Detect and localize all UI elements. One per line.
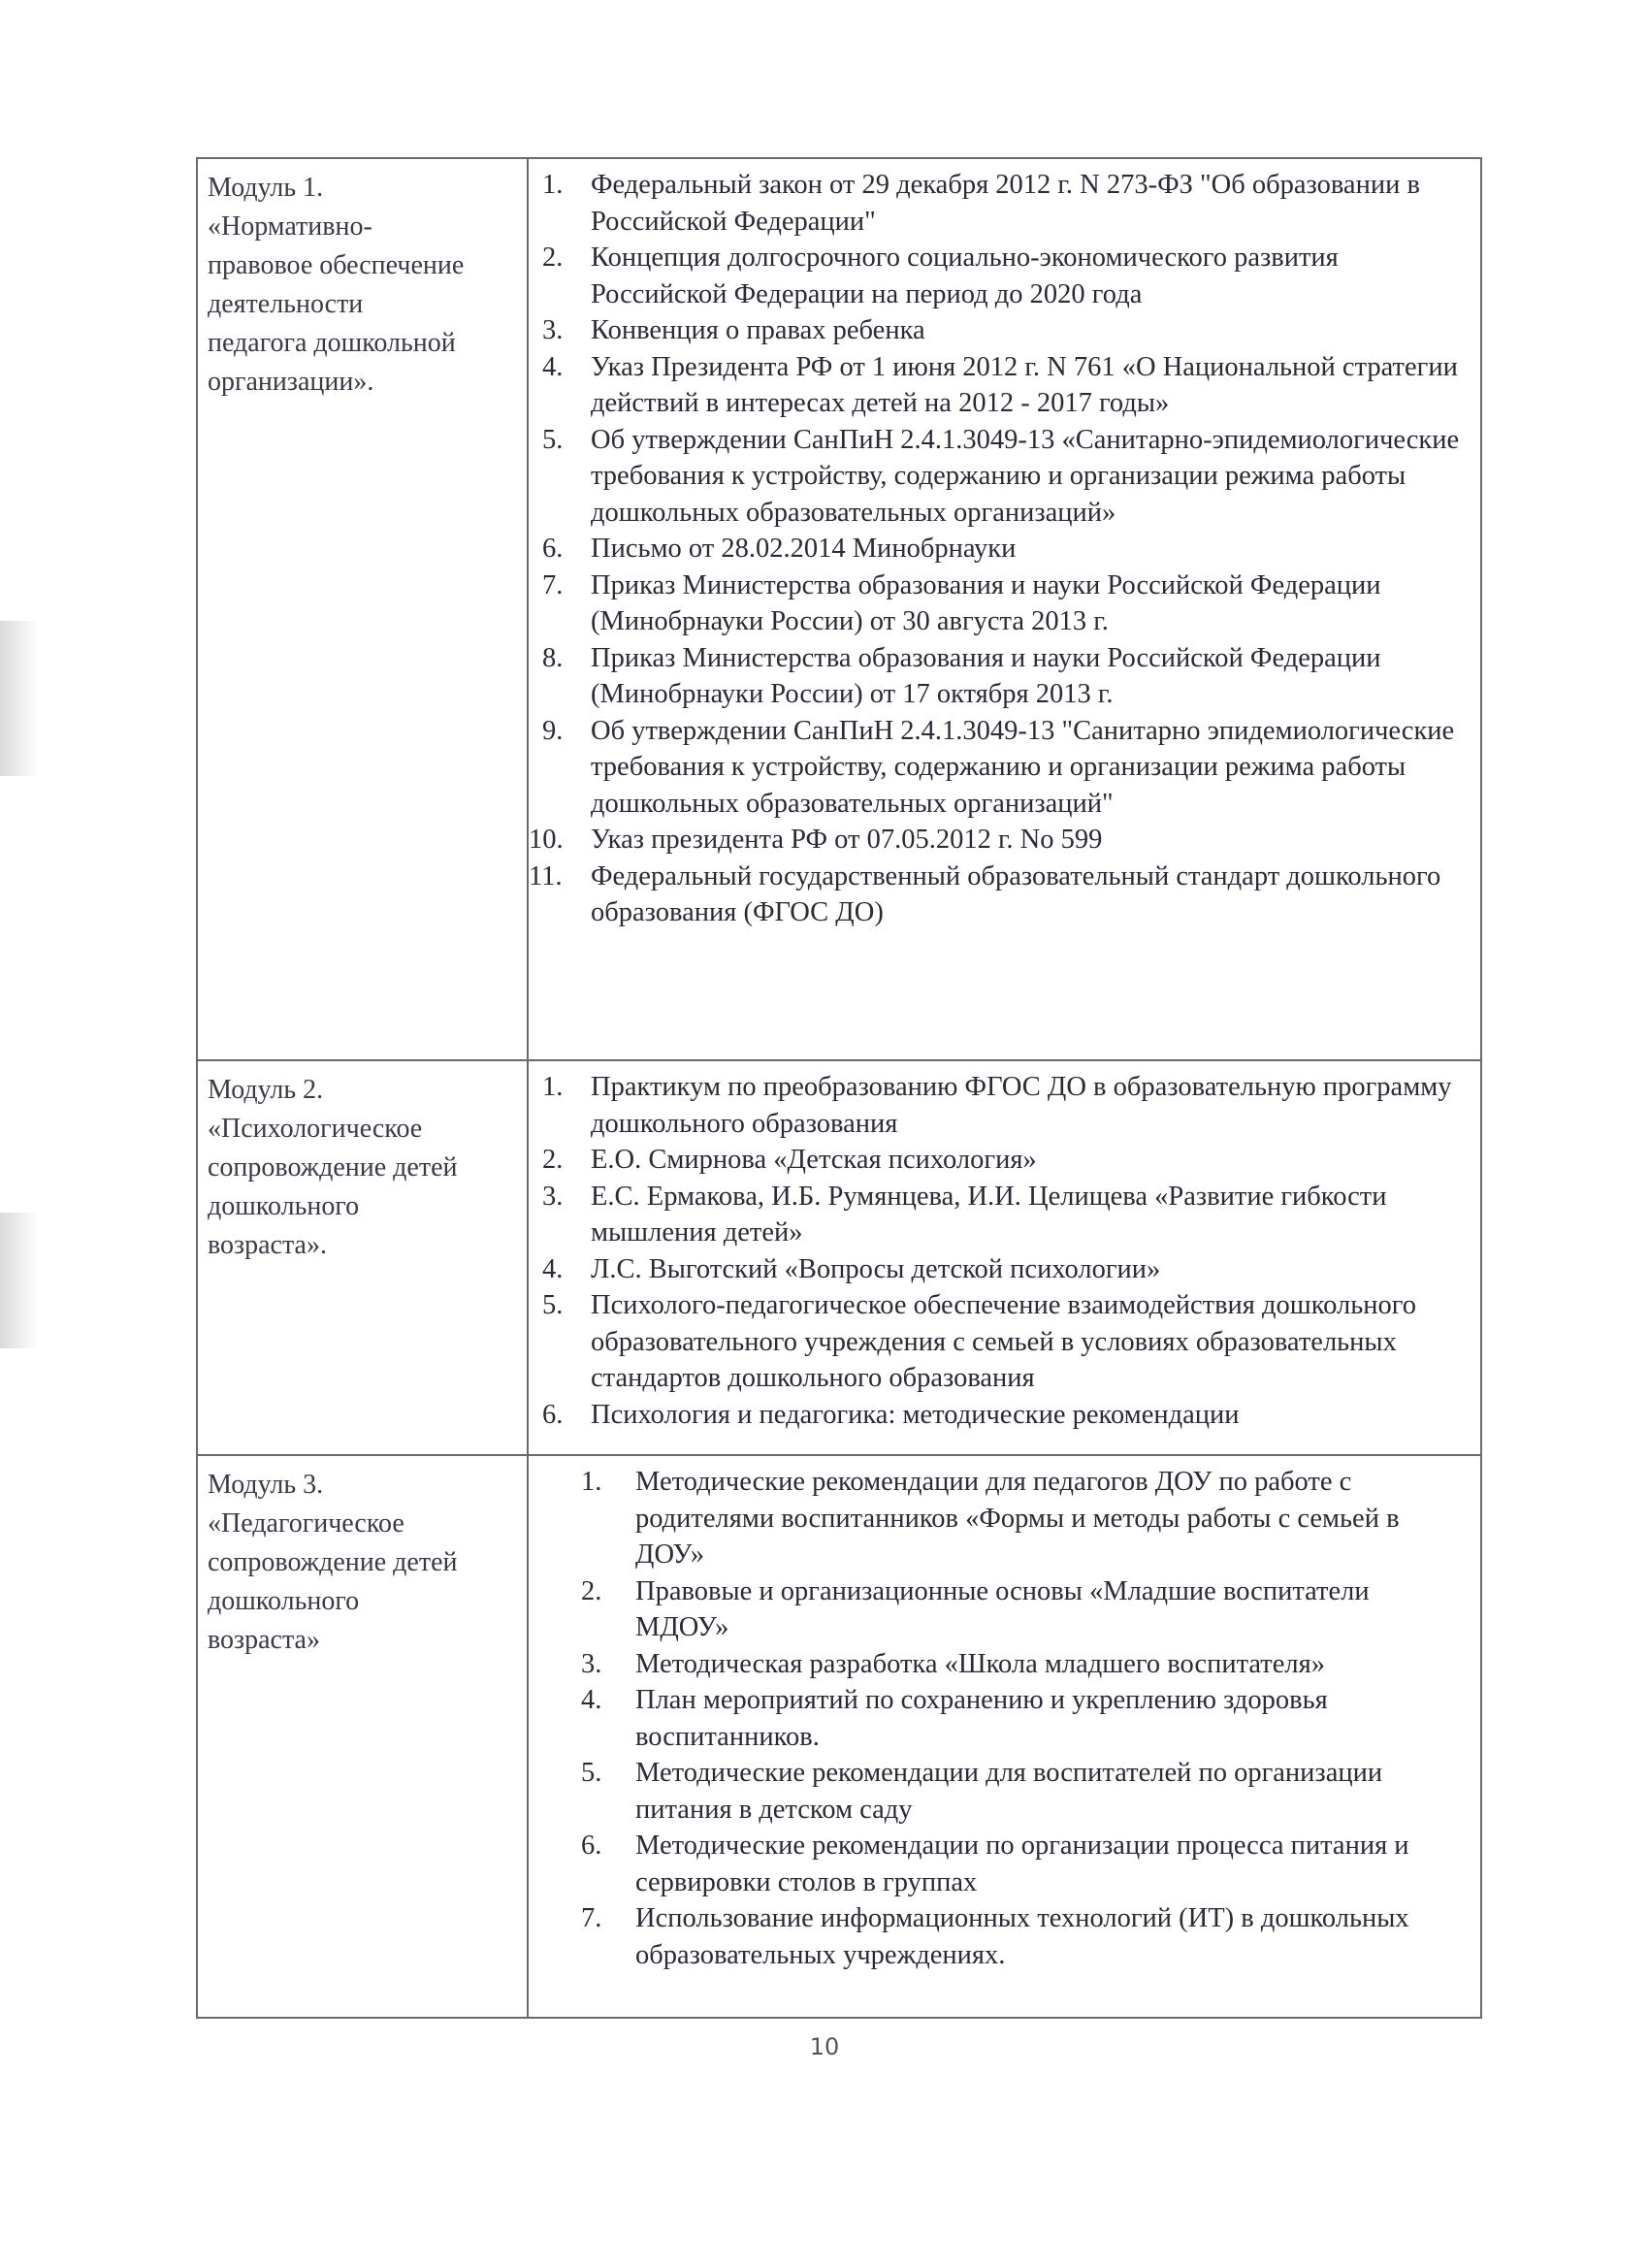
list-item <box>529 422 1463 532</box>
item-number: 3. <box>581 1648 602 1679</box>
list-item <box>529 859 1463 931</box>
module-1-literature-list <box>529 159 1480 931</box>
item-text: Психология и педагогика: методические рекомендации <box>591 1399 1240 1430</box>
list-item <box>529 822 1463 859</box>
list-item <box>529 240 1463 312</box>
table-row-module-2 <box>197 1060 1481 1455</box>
module-3-literature-cell <box>528 1455 1481 2018</box>
item-text: Конвенция о правах ребенка <box>591 315 925 345</box>
list-item <box>529 1142 1463 1179</box>
item-number: 1. <box>542 170 564 200</box>
list-item <box>529 640 1463 713</box>
item-number: 4. <box>581 1685 602 1715</box>
list-item <box>529 1682 1463 1755</box>
item-text: Практикум по преобразованию ФГОС ДО в образовательную программу дошкольного образования <box>591 1072 1452 1139</box>
item-number: 3. <box>542 315 564 345</box>
item-number: 11. <box>529 860 563 891</box>
list-item <box>529 713 1463 823</box>
table-row-module-1 <box>197 158 1481 1060</box>
item-number: 2. <box>542 243 564 273</box>
list-item <box>529 312 1463 349</box>
item-text: Письмо от 28.02.2014 Минобрнауки <box>591 534 1017 564</box>
module-2-title: Модуль 2. «Психологическое сопровождение детей дошкольного возраста». <box>208 1075 458 1260</box>
item-text: План мероприятий по сохранению и укреплению здоровья воспитанников. <box>635 1685 1328 1752</box>
list-item <box>529 567 1463 640</box>
list-item <box>529 1069 1463 1142</box>
modules-table <box>196 157 1482 2019</box>
module-2-literature-cell <box>528 1060 1481 1455</box>
scan-edge-shadow <box>0 1213 39 1348</box>
list-item <box>529 1251 1463 1288</box>
module-3-title-cell <box>197 1455 528 2018</box>
item-text: Об утверждении СанПиН 2.4.1.3049-13 «Санитарно-эпидемиологические требования к устройству, содержанию и организации режима работы дошкольных образовательных организаций» <box>591 424 1460 528</box>
item-text: Указ Президента РФ от 1 июня 2012 г. N 761 «О Национальной стратегии действий в интересах детей на 2012 - 2017 годы» <box>591 351 1458 418</box>
item-text: Е.С. Ермакова, И.Б. Румянцева, И.И. Целищева «Развитие гибкости мышления детей» <box>591 1181 1387 1247</box>
list-item <box>529 167 1463 240</box>
item-number: 5. <box>542 424 564 455</box>
item-number: 6. <box>581 1831 602 1861</box>
list-item <box>529 1179 1463 1251</box>
list-item <box>529 1464 1463 1573</box>
item-text: Использование информационных технологий (ИТ) в дошкольных образовательных учреждениях. <box>635 1903 1409 1970</box>
list-item <box>529 1646 1463 1683</box>
item-text: Концепция долгосрочного социально-экономического развития Российской Федерации на период до 2020 года <box>591 243 1339 309</box>
item-text: Федеральный государственный образовательный стандарт дошкольного образования (ФГОС ДО) <box>591 860 1441 927</box>
item-text: Л.С. Выготский «Вопросы детской психологии» <box>591 1253 1161 1284</box>
item-text: Методические рекомендации для воспитателей по организации питания в детском саду <box>635 1758 1383 1825</box>
item-number: 1. <box>581 1467 602 1497</box>
list-item <box>529 1900 1463 1973</box>
item-text: Указ президента РФ от 07.05.2012 г. No 599 <box>591 825 1103 855</box>
module-3-literature-list <box>529 1456 1480 1973</box>
item-number: 9. <box>542 715 564 746</box>
item-text: Приказ Министерства образования и науки Российской Федерации (Минобрнауки России) от 30 августа 2013 г. <box>591 569 1381 636</box>
list-item <box>529 1397 1463 1434</box>
item-text: Методические рекомендации по организации процесса питания и сервировки столов в группах <box>635 1831 1409 1897</box>
item-number: 6. <box>542 1399 564 1430</box>
item-number: 3. <box>542 1181 564 1212</box>
table-row-module-3 <box>197 1455 1481 2018</box>
module-1-literature-cell <box>528 158 1481 1060</box>
item-number: 10. <box>529 825 564 855</box>
item-number: 4. <box>542 351 564 382</box>
module-1-title: Модуль 1. «Нормативно- правовое обеспечение деятельности педагога дошкольной организации». <box>208 173 465 397</box>
item-text: Методическая разработка «Школа младшего воспитателя» <box>635 1648 1325 1679</box>
item-number: 4. <box>542 1253 564 1284</box>
item-text: Федеральный закон от 29 декабря 2012 г. N 273-ФЗ "Об образовании в Российской Федерации" <box>591 170 1420 237</box>
item-number: 1. <box>542 1072 564 1102</box>
item-text: Об утверждении СанПиН 2.4.1.3049-13 "Санитарно эпидемиологические требования к устройству, содержанию и организации режима работы дошкольных образовательных организаций" <box>591 715 1455 819</box>
module-1-title-cell <box>197 158 528 1060</box>
item-text: Приказ Министерства образования и науки Российской Федерации (Минобрнауки России) от 17 октября 2013 г. <box>591 642 1381 709</box>
item-number: 8. <box>542 642 564 673</box>
list-item <box>529 1287 1463 1397</box>
item-number: 2. <box>542 1145 564 1175</box>
list-item <box>529 1573 1463 1646</box>
item-number: 7. <box>542 569 564 600</box>
item-number: 5. <box>581 1758 602 1788</box>
module-3-title: Модуль 3. «Педагогическое сопровождение детей дошкольного возраста» <box>208 1470 458 1655</box>
item-number: 5. <box>542 1290 564 1320</box>
item-text: Правовые и организационные основы «Младшие воспитатели МДОУ» <box>635 1575 1370 1642</box>
list-item <box>529 1828 1463 1900</box>
item-number: 2. <box>581 1575 602 1606</box>
item-text: Е.О. Смирнова «Детская психология» <box>591 1145 1037 1175</box>
module-2-title-cell <box>197 1060 528 1455</box>
page-number: 10 <box>809 2033 840 2060</box>
item-text: Психолого-педагогическое обеспечение взаимодействия дошкольного образовательного учреждения с семьей в условиях образовательных стандартов дошкольного образования <box>591 1290 1416 1393</box>
item-number: 7. <box>581 1903 602 1933</box>
module-2-literature-list <box>529 1061 1480 1433</box>
list-item <box>529 531 1463 567</box>
item-number: 6. <box>542 534 564 564</box>
list-item <box>529 349 1463 422</box>
scan-edge-shadow <box>0 621 39 776</box>
list-item <box>529 1755 1463 1828</box>
item-text: Методические рекомендации для педагогов ДОУ по работе с родителями воспитанников «Формы и методы работы с семьей в ДОУ» <box>635 1467 1400 1570</box>
